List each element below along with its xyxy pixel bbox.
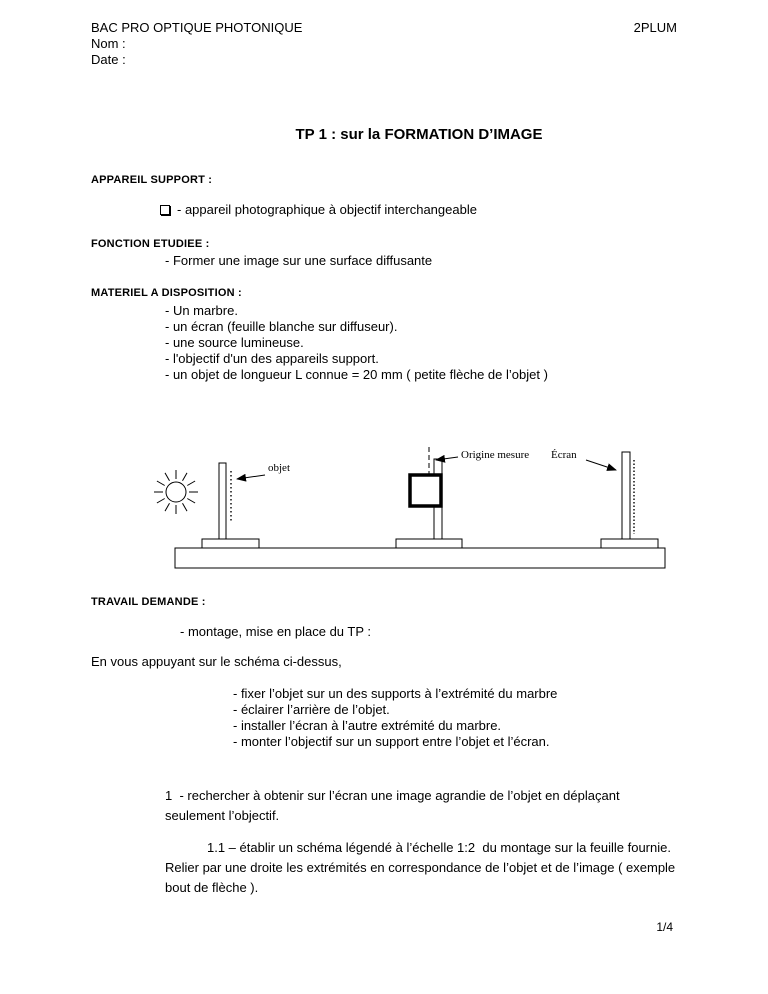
sun-icon xyxy=(154,470,198,514)
materiel-list xyxy=(165,303,677,383)
materiel-item: - un écran (feuille blanche sur diffuseur). xyxy=(165,319,398,334)
fonction-etudiee-heading: FONCTION ETUDIEE : xyxy=(91,238,210,250)
travail-demande-heading: TRAVAIL DEMANDE : xyxy=(91,596,206,608)
question-1-1: 1.1 – établir un schéma légendé à l’échelle 1:2 du montage sur la feuille fournie. Relier par une droite les extrémités en correspondance de l’objet et de l’image ( exemple bout de flèche ). xyxy=(165,840,679,895)
steps-list xyxy=(233,686,677,750)
appareil-item: - appareil photographique à objectif interchangeable xyxy=(177,202,477,217)
step-item: - installer l’écran à l’autre extrémité du marbre. xyxy=(233,718,502,733)
step-item: - éclairer l’arrière de l’objet. xyxy=(233,702,390,717)
step-item: - monter l’objectif sur un support entre l’objet et l’écran. xyxy=(233,734,550,749)
step-item: - fixer l’objet sur un des supports à l’extrémité du marbre xyxy=(233,686,558,701)
ecran-arrow xyxy=(586,460,616,470)
materiel-item: - un objet de longueur L connue = 20 mm ( petite flèche de l’objet ) xyxy=(165,367,548,382)
course-title: BAC PRO OPTIQUE PHOTONIQUE xyxy=(91,20,303,35)
name-label: Nom : xyxy=(91,36,126,51)
objet-label: objet xyxy=(268,462,290,474)
materiel-item: - Un marbre. xyxy=(165,303,238,318)
materiel-item: - une source lumineuse. xyxy=(165,335,304,350)
montage-line: - montage, mise en place du TP : xyxy=(180,624,372,639)
object-support-base xyxy=(202,539,259,548)
screen-bar xyxy=(622,452,630,539)
intro-line: En vous appuyant sur le schéma ci-dessus, xyxy=(91,654,342,669)
objective-square xyxy=(410,475,441,506)
marble-base xyxy=(175,548,665,568)
appareil-support-heading: APPAREIL SUPPORT : xyxy=(91,174,213,186)
setup-diagram xyxy=(145,441,675,576)
objective-support-base xyxy=(396,539,462,548)
object-bar xyxy=(219,463,226,539)
screen-support-base xyxy=(601,539,658,548)
materiel-heading: MATERIEL A DISPOSITION : xyxy=(91,287,242,299)
document-header xyxy=(91,20,677,36)
origine-mesure-label: Origine mesure xyxy=(461,449,530,461)
fonction-item: - Former une image sur une surface diffusante xyxy=(165,253,433,268)
date-label: Date : xyxy=(91,52,126,67)
checkbox-icon xyxy=(160,205,170,215)
ecran-label: Écran xyxy=(551,449,577,461)
page-number: 1/4 xyxy=(656,920,673,934)
document-title: TP 1 : sur la FORMATION D’IMAGE xyxy=(295,126,543,143)
appareil-item-line xyxy=(160,202,677,218)
materiel-item: - l'objectif d'un des appareils support. xyxy=(165,351,379,366)
question-1: 1 - rechercher à obtenir sur l’écran une image agrandie de l’objet en déplaçant seulement l’objectif. xyxy=(165,788,624,823)
objet-arrow xyxy=(237,475,265,479)
class-code: 2PLUM xyxy=(633,20,677,35)
